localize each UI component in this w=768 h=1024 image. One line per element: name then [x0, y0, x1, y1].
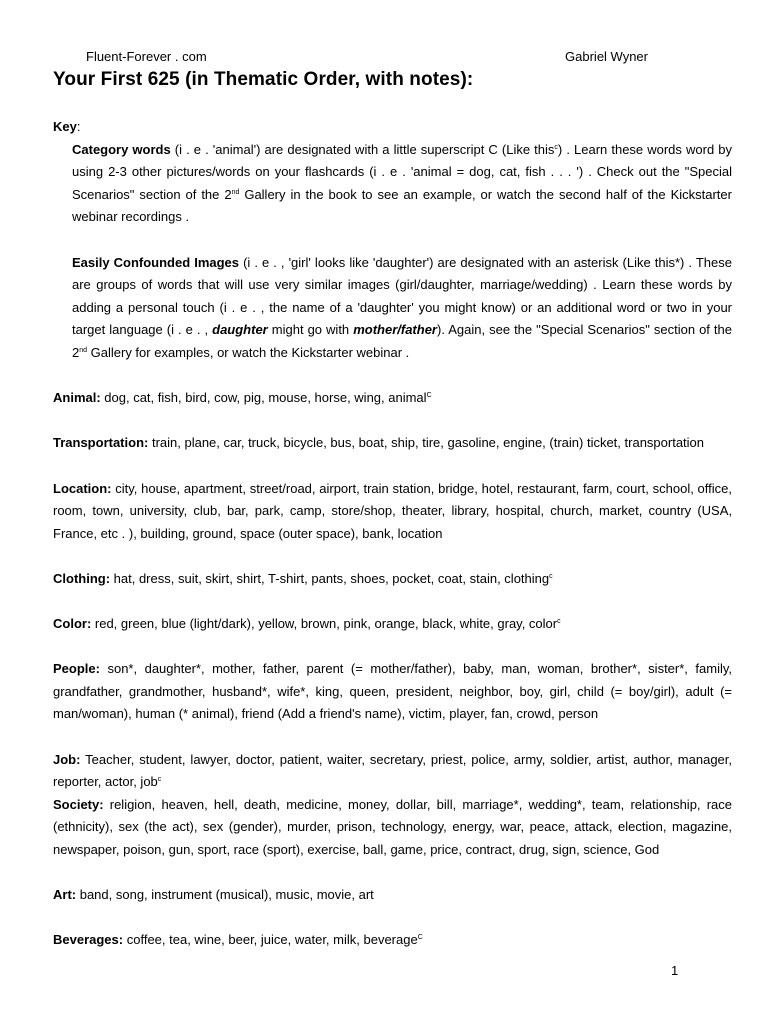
- section-words: Teacher, student, lawyer, doctor, patient, waiter, secretary, priest, police, army, soldier, artist, author, manager, reporter, actor, job: [53, 751, 732, 790]
- section-label: Location:: [53, 480, 112, 496]
- section-art: [53, 884, 732, 907]
- category-marker: c: [557, 618, 561, 626]
- confounded-text-d: Gallery for examples, or watch the Kickstarter webinar .: [87, 344, 410, 360]
- section-people: [53, 658, 732, 726]
- section-label: Job:: [53, 751, 81, 767]
- page-title: Your First 625 (in Thematic Order, with notes):: [53, 69, 474, 90]
- key-category-paragraph: [72, 139, 732, 229]
- section-animal: [53, 387, 732, 410]
- key-confounded-paragraph: [72, 252, 732, 365]
- section-words: religion, heaven, hell, death, medicine, money, dollar, bill, marriage*, wedding*, team, relationship, race (ethnicity), sex (the act), sex (gender), murder, prison, technology, energy, war, peace, attack, election, magazine, newspaper, poison, gun, sport, race (sport), exercise, ball, game, price, contract, drug, sign, science, God: [53, 796, 732, 857]
- key-block: [72, 139, 732, 365]
- category-marker: C: [426, 392, 432, 400]
- confounded-emphasis-mother-father: mother/father: [353, 322, 437, 338]
- key-label: Key: [53, 119, 77, 134]
- confounded-text-a: (i . e . , 'girl' looks like 'daughter') are designated with an asterisk (Like this*) . These are groups of words that will use very similar images (girl/daughter, marriage/wedding) . Learn these words by adding a personal touch (i . e . , the name of a 'daughter' you might know) or an additional word or two in your target language (i . e . ,: [72, 254, 732, 338]
- category-text-c: Gallery in the book to see an example, or watch the second half of the Kickstarter webinar recordings .: [72, 186, 732, 225]
- section-words: son*, daughter*, mother, father, parent (= mother/father), baby, man, woman, brother*, sister*, family, grandfather, grandmother, husband*, wife*, king, queen, president, neighbor, boy, girl, child (= boy/girl), adult (= man/woman), human (* animal), friend (Add a friend's name), victim, player, fan, crowd, person: [53, 661, 732, 722]
- section-society: [53, 794, 732, 862]
- author-name: Gabriel Wyner: [565, 49, 648, 64]
- section-words: hat, dress, suit, skirt, shirt, T-shirt, pants, shoes, pocket, coat, stain, clothing: [110, 570, 550, 586]
- section-beverages: [53, 929, 732, 952]
- section-label: People:: [53, 661, 100, 677]
- page-number: 1: [671, 963, 679, 978]
- site-name: Fluent-Forever . com: [86, 49, 207, 64]
- section-label: Beverages:: [53, 932, 124, 948]
- section-label: Clothing:: [53, 570, 111, 586]
- category-text-b: ) . Learn these words word by using 2-3 other pictures/words on your flashcards (i . e . 'animal = dog, cat, fish . . . ') . Check out the "Special Scenarios" section of the 2: [72, 141, 732, 202]
- section-label: Society:: [53, 796, 104, 812]
- section-transportation: [53, 432, 732, 455]
- category-superscript: c: [554, 143, 558, 151]
- category-superscript-nd: nd: [231, 188, 240, 196]
- category-marker: c: [549, 572, 553, 580]
- confounded-text-c: ). Again, see the "Special Scenarios" section of the 2: [72, 322, 732, 360]
- section-label: Animal:: [53, 390, 101, 406]
- confounded-images-term: Easily Confounded Images: [72, 254, 240, 270]
- section-clothing: [53, 568, 732, 591]
- section-words: coffee, tea, wine, beer, juice, water, milk, beverage: [123, 932, 418, 948]
- confounded-superscript-nd: nd: [79, 346, 88, 354]
- category-marker: c: [157, 776, 162, 784]
- category-words-term: Category words: [72, 141, 171, 157]
- key-heading: [53, 116, 732, 139]
- section-label: Color:: [53, 616, 92, 632]
- section-words: band, song, instrument (musical), music, movie, art: [76, 887, 374, 903]
- section-label: Transportation:: [53, 435, 149, 451]
- section-job: [53, 749, 732, 794]
- section-label: Art:: [53, 887, 77, 903]
- section-words: dog, cat, fish, bird, cow, pig, mouse, horse, wing, animal: [100, 390, 427, 406]
- section-location: [53, 478, 732, 546]
- section-words: city, house, apartment, street/road, airport, train station, bridge, hotel, restaurant, farm, court, school, office, room, town, university, club, bar, park, camp, store/shop, theater, library, hospital, church, market, country (USA, France, etc . ), building, ground, space (outer space), bank, location: [53, 480, 732, 541]
- confounded-text-b: might go with: [267, 322, 354, 338]
- section-words: red, green, blue (light/dark), yellow, brown, pink, orange, black, white, gray, color: [91, 616, 558, 632]
- section-color: [53, 613, 732, 636]
- document-body: [53, 116, 732, 952]
- section-words: train, plane, car, truck, bicycle, bus, boat, ship, tire, gasoline, engine, (train) ticket, transportation: [148, 435, 705, 451]
- category-marker: C: [417, 934, 423, 942]
- key-colon: :: [76, 119, 81, 134]
- confounded-emphasis-daughter: daughter: [212, 322, 268, 338]
- page-header: [86, 49, 648, 64]
- category-text-a: (i . e . 'animal') are designated with a little superscript C (Like this: [170, 141, 555, 157]
